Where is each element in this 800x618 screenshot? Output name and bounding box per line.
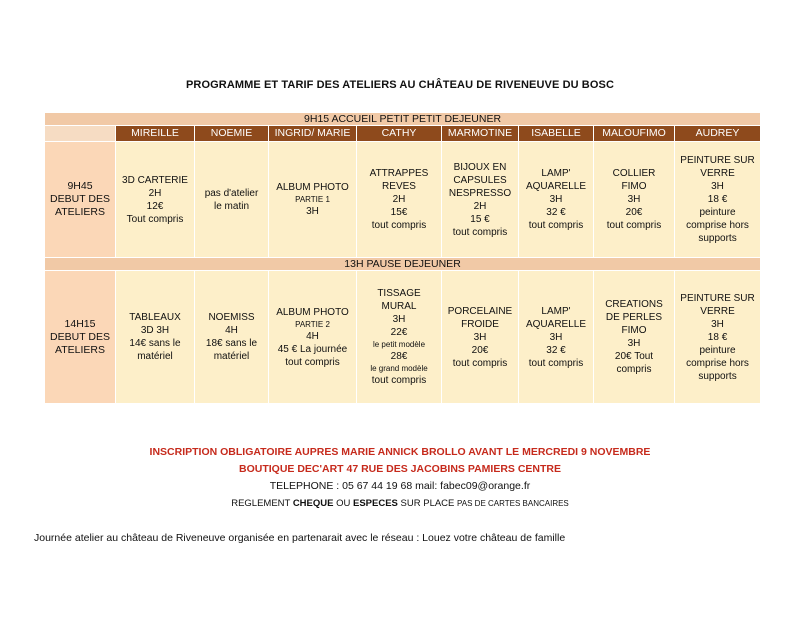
workshop-line: 3H [473,331,487,343]
workshop-line: 18 € [707,331,728,343]
payment-suffix: SUR PLACE [397,498,458,509]
workshop-cell [357,271,442,404]
workshop-line: 2H [473,200,487,212]
workshop-line: ALBUM PHOTO [276,306,349,318]
workshop-line: 3H [392,314,406,325]
workshop-line: 22€ [390,327,408,338]
workshop-line: tout compris [285,356,340,368]
workshop-line: PARTIE 2 [295,319,330,329]
workshop-line: FIMO [621,181,647,192]
workshop-line: 3D 3H [140,325,170,336]
workshop-line: CREATIONS [605,299,663,310]
workshop-line: ALBUM PHOTO [276,182,349,193]
row-label-line: 14H15 [64,317,96,330]
workshop-line: pas d'atelier [204,187,259,199]
workshop-line: 3H [306,206,319,217]
workshop-cell [594,142,675,258]
workshop-line: tout compris [371,220,427,231]
workshop-line: 20€ [471,344,489,356]
workshop-line: PEINTURE SUR [680,155,755,166]
animator-header: MIREILLE [116,126,195,142]
workshop-line: tout compris [452,357,508,369]
row-label-line: DEBUT DES [50,193,110,205]
payment-note: PAS DE CARTES BANCAIRES [457,499,569,508]
workshop-line: tout compris [452,226,508,238]
workshop-line: le grand modèle [370,364,428,373]
workshop-line: 20€ Tout [614,351,654,362]
workshop-line: 12€ [146,200,164,212]
workshop-line: LAMP' [541,168,571,179]
animator-header: NOEMIE [195,126,269,142]
workshop-line: 4H [225,325,238,336]
contact-line [0,480,800,492]
afternoon-row-label [45,271,116,404]
animator-header: MARMOTINE [442,126,519,142]
row-label-line: ATELIERS [55,343,105,356]
workshop-cell [357,142,442,258]
workshop-line: VERRE [700,168,735,179]
workshop-line: 45 € La journée [277,343,348,355]
workshop-line: 3H [711,318,724,330]
animator-header: ISABELLE [519,126,594,142]
workshop-cell [442,142,519,258]
schedule-table [44,112,761,404]
morning-row [45,142,761,258]
workshop-line: TISSAGE [377,288,421,299]
workshop-line: 14€ sans le [129,338,181,349]
workshop-cell [195,271,269,404]
morning-row-label [45,142,116,258]
workshop-line: le matin [213,200,249,212]
workshop-line: AQUARELLE [525,318,587,330]
workshop-line: VERRE [700,305,735,317]
workshop-line: ATTRAPPES [369,168,429,179]
workshop-line: 3H [627,338,641,349]
row-label-line: 9H45 [67,180,93,192]
phone-number: TELEPHONE : 05 67 44 19 68 [269,480,413,492]
animator-header: INGRID/ MARIE [269,126,357,142]
animator-header: MALOUFIMO [594,126,675,142]
workshop-line: NESPRESSO [448,187,512,199]
workshop-line: 28€ [390,351,408,362]
workshop-line: TABLEAUX [129,312,181,323]
workshop-line: FROIDE [461,318,499,330]
workshop-line: MURAL [381,301,417,312]
animator-header: CATHY [357,126,442,142]
workshop-line: 3D CARTERIE [122,174,188,186]
workshop-line: LAMP' [541,305,571,317]
workshop-line: tout compris [606,220,662,231]
workshop-cell [269,271,357,404]
workshop-line: 2H [392,194,406,205]
workshop-line: 3H [627,194,641,205]
workshop-line: PORCELAINE [447,305,513,317]
payment-especes: ESPECES [353,498,398,509]
workshop-line: 3H [549,331,563,343]
workshop-line: compris [616,364,652,375]
workshop-line: 4H [306,330,319,342]
workshop-line: tout compris [528,220,584,231]
workshop-line: COLLIER [612,168,656,179]
payment-line [0,498,800,509]
page-title: PROGRAMME ET TARIF DES ATELIERS AU CHÂTEAU DE RIVENEUVE DU BOSC [186,79,614,91]
workshop-line: REVES [382,181,416,192]
workshop-line: 15 € [470,213,490,225]
workshop-line: tout compris [528,357,584,369]
header-corner [45,126,116,142]
workshop-line: 32 € [546,207,566,218]
workshop-line: 3H [549,194,563,205]
workshop-line: PEINTURE SUR [680,292,755,304]
workshop-line: comprise hors [686,220,749,231]
workshop-cell [269,142,357,258]
workshop-line: AQUARELLE [525,181,587,192]
payment-cheque: CHEQUE [292,498,334,509]
workshop-line: Tout compris [126,213,184,225]
workshop-line: 32 € [546,344,566,356]
afternoon-row [45,271,761,404]
workshop-line: 2H [148,187,162,199]
workshop-line: 3H [711,181,724,192]
animator-header-row [45,126,761,142]
workshop-line: NOEMISS [208,312,255,323]
boutique-address: BOUTIQUE DEC'ART 47 RUE DES JACOBINS PAMIERS CENTRE [238,463,561,475]
workshop-line: peinture [699,207,736,218]
email-address[interactable]: mail: fabec09@orange.fr [415,480,531,492]
workshop-cell [519,271,594,404]
workshop-cell [675,271,761,404]
workshop-line: 18 € [707,194,728,205]
workshop-cell [519,142,594,258]
morning-band: 9H15 ACCUEIL PETIT PETIT DEJEUNER [45,113,761,126]
workshop-line: FIMO [621,325,647,336]
row-label-line: DEBUT DES [50,330,110,343]
workshop-line: PARTIE 1 [295,195,330,204]
workshop-cell [442,271,519,404]
animator-header: AUDREY [675,126,761,142]
workshop-line: peinture [699,344,736,356]
workshop-line: BIJOUX EN [453,161,507,173]
workshop-line: tout compris [371,375,427,386]
workshop-line: supports [698,233,737,244]
workshop-line: le petit modèle [372,340,426,349]
payment-prefix: REGLEMENT [231,498,293,509]
footer-note: Journée atelier au château de Riveneuve organisée en partenarait avec le réseau : Louez votre château de famille [34,532,566,544]
workshop-cell [675,142,761,258]
lunch-band: 13H PAUSE DEJEUNER [45,258,761,271]
workshop-line: supports [698,370,737,382]
workshop-line: matériel [213,351,250,362]
inscription-line: INSCRIPTION OBLIGATOIRE AUPRES MARIE ANNICK BROLLO AVANT LE MERCREDI 9 NOVEMBRE [149,446,651,458]
workshop-cell [116,142,195,258]
row-label-line: ATELIERS [55,206,105,218]
workshop-cell [594,271,675,404]
workshop-cell [116,271,195,404]
workshop-cell [195,142,269,258]
payment-ou: OU [333,498,353,509]
workshop-line: DE PERLES [605,312,663,323]
workshop-line: CAPSULES [453,174,507,186]
workshop-line: 15€ [390,207,408,218]
workshop-line: comprise hors [686,357,749,369]
workshop-line: matériel [137,351,173,362]
workshop-line: 18€ sans le [205,338,258,349]
workshop-line: 20€ [625,207,643,218]
